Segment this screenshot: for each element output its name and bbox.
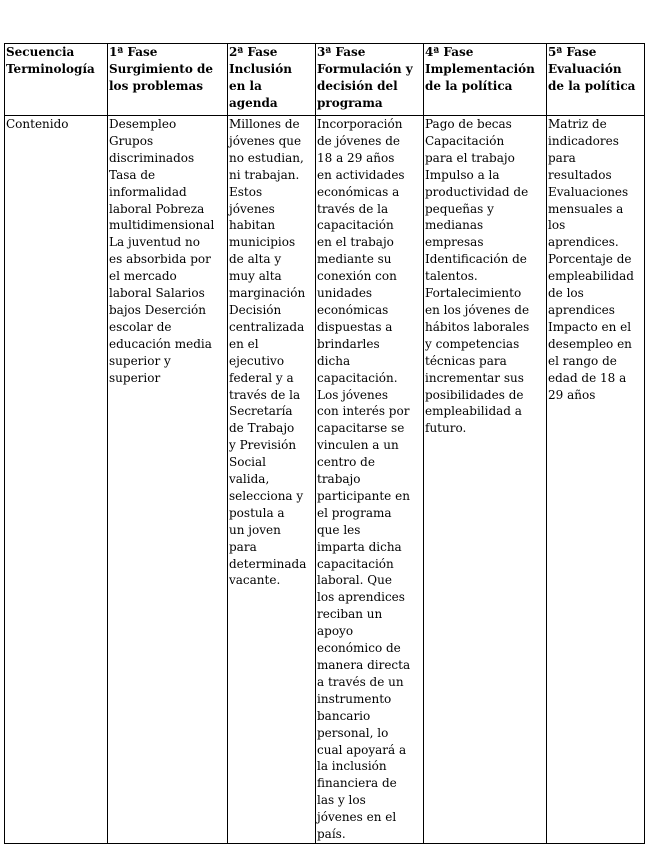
header-row <box>5 44 645 116</box>
content-cell-phase-3 <box>316 116 424 844</box>
content-cell-phase-2 <box>228 116 316 844</box>
content-text: Matriz de indicadores para resultados Evaluaciones mensuales a los aprendices. Porcentaje de empleabilidad de los aprendices Impacto en el desempleo en el rango de edad de 18 a 29 años <box>548 117 634 402</box>
header-text: 4ª Fase <box>425 45 474 59</box>
header-cell-phase-3 <box>316 44 424 116</box>
header-cell-sequence <box>5 44 108 116</box>
header-cell-phase-5 <box>547 44 645 116</box>
header-text: los problemas <box>109 78 204 93</box>
content-text: Millones de jóvenes que no estudian, ni trabajan. Estos jóvenes habitan municipios de alta y muy alta marginación Decisión centralizada en el ejecutivo federal y a través de la Secretaría de Trabajo y Previsión Social valida, selecciona y postula a un joven para determinada vacante. <box>229 117 307 588</box>
content-cell-phase-1 <box>108 116 228 844</box>
header-text: 1ª Fase <box>109 45 158 59</box>
header-text: decisión del <box>317 78 398 93</box>
header-text: Inclusión <box>229 61 292 76</box>
header-cell-phase-4 <box>424 44 547 116</box>
header-text: 2ª Fase <box>229 45 278 59</box>
header-text: de la política <box>548 78 636 93</box>
header-text: Evaluación <box>548 61 622 76</box>
content-text: Incorporación de jóvenes de 18 a 29 años en actividades económicas a través de la capacitación en el trabajo mediante su conexión con unidades económicas dispuestas a brindarles dicha capacitación. Los jóvenes con interés por capacitarse se vinculen a un centro de trabajo participante en el programa que les imparta dicha capacitación laboral. Que los aprendices reciban un apoyo económico de manera directa a través de un instrumento bancario personal, lo cual apoyará a la inclusión financiera de las y los jóvenes en el país. <box>317 117 411 842</box>
content-text: Desempleo Grupos discriminados Tasa de informalidad laboral Pobreza multidimensional La juventud no es absorbida por el mercado laboral Salarios bajos Deserción escolar de educación media superior y superior <box>109 117 215 385</box>
header-text: de la política <box>425 78 513 93</box>
policy-phases-table <box>4 43 645 844</box>
header-text: programa <box>317 95 383 110</box>
header-text: 5ª Fase <box>548 45 597 59</box>
row-label-text: Contenido <box>6 117 69 131</box>
header-text: Implementación <box>425 61 535 76</box>
header-text: Surgimiento de <box>109 61 214 76</box>
content-text: Pago de becas Capacitación para el trabajo Impulso a la productividad de pequeñas y medianas empresas Identificación de talentos. Fortalecimiento en los jóvenes de hábitos laborales y competencias técnicas para incrementar sus posibilidades de empleabilidad a futuro. <box>425 117 530 436</box>
header-text: agenda <box>229 95 278 110</box>
header-text: Terminología <box>6 61 95 76</box>
header-text: en la <box>229 78 262 93</box>
header-cell-phase-1 <box>108 44 228 116</box>
header-text: Formulación y <box>317 61 413 76</box>
header-text: Secuencia <box>6 45 75 59</box>
header-cell-phase-2 <box>228 44 316 116</box>
content-cell-phase-5 <box>547 116 645 844</box>
content-cell-phase-4 <box>424 116 547 844</box>
row-label-cell <box>5 116 108 844</box>
header-text: 3ª Fase <box>317 45 366 59</box>
content-row <box>5 116 645 844</box>
